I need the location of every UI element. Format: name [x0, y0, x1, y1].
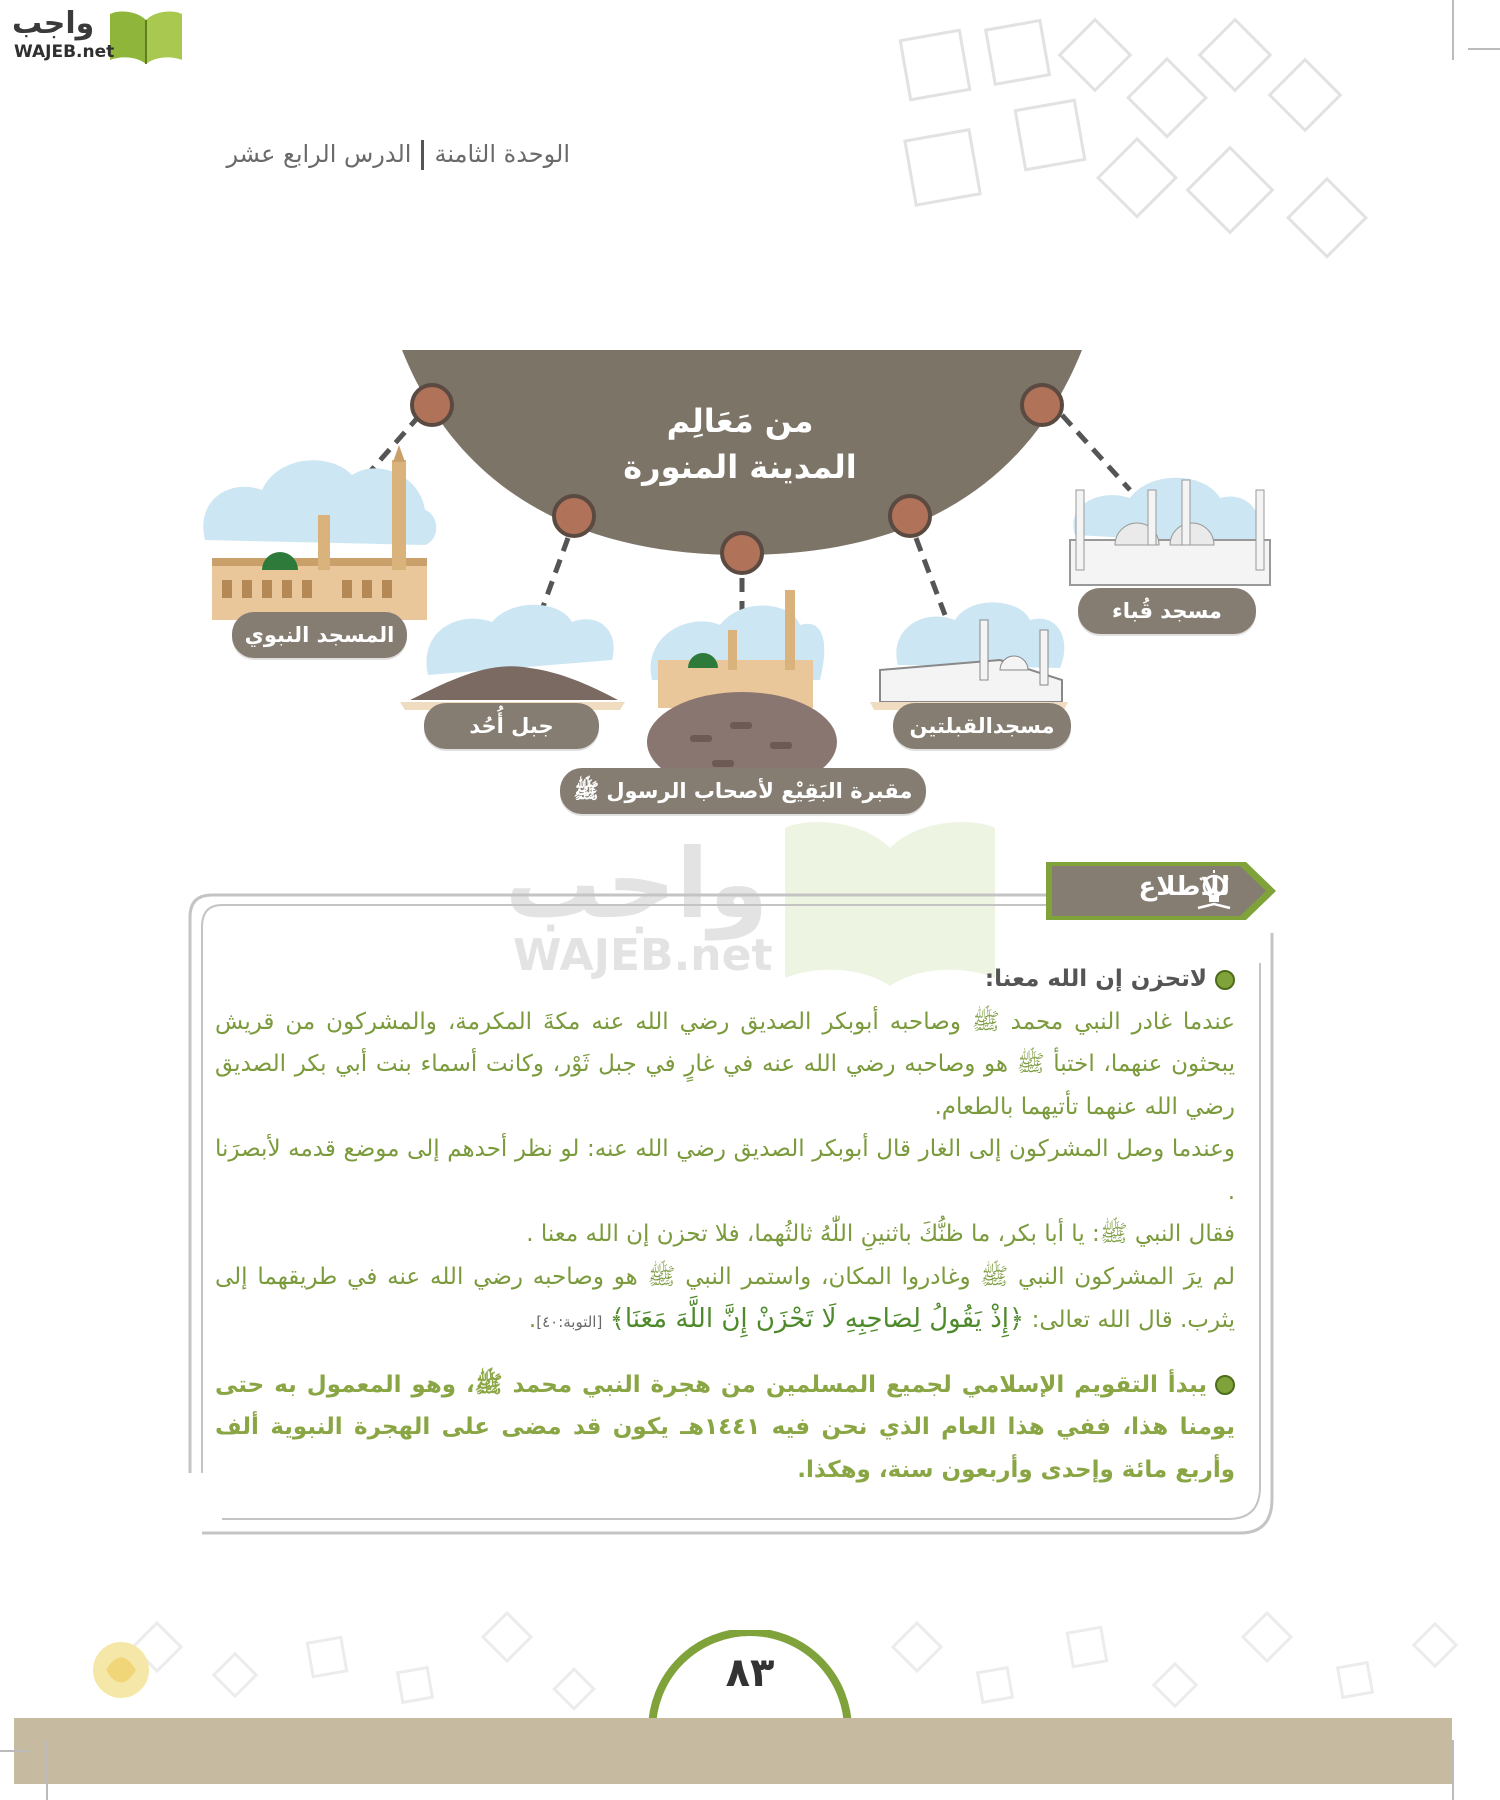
- baqi-cemetery-image: [647, 590, 837, 792]
- watermark-en: WAJEB.net: [513, 930, 773, 981]
- bullet-icon: [1215, 1375, 1235, 1395]
- verse-reference: [التوبة:٤٠]: [536, 1313, 603, 1331]
- quba-mosque-image: [1070, 478, 1270, 585]
- info-subhead-row: [215, 958, 1235, 1001]
- diagram-title-line2: المدينة المنورة: [623, 448, 857, 486]
- info-tab-label: للاطلاع: [1138, 872, 1230, 902]
- footer-band: [14, 1718, 1452, 1784]
- info-paragraph-4-text: لم يرَ المشركون النبي ﷺ وغادروا المكان، واستمر النبي ﷺ هو وصاحبه رضي الله عنه في طريقهما إلى يثرب. قال الله تعالى:: [215, 1263, 1235, 1333]
- brand-name-ar: واجب: [12, 6, 95, 41]
- diagram-title: [590, 398, 890, 490]
- info-paragraph-5-row: [215, 1364, 1235, 1492]
- info-paragraph-2: وعندما وصل المشركون إلى الغار قال أبوبكر الصديق رضي الله عنه: لو نظر أحدهم إلى موضع قدمه لأبصرَنا .: [215, 1136, 1235, 1205]
- crop-mark: [0, 1750, 30, 1752]
- qiblatain-mosque-image: [870, 602, 1068, 710]
- crop-mark: [46, 1740, 48, 1800]
- page-number: ٨٣: [725, 1650, 775, 1696]
- prophet-mosque-image: [203, 445, 436, 620]
- label-uhud: جبل أُحُد: [424, 703, 599, 749]
- info-paragraph-3: فقال النبي ﷺ: يا أبا بكر، ما ظنُّكَ باثنينِ اللّٰهُ ثالثُهما، فلا تحزن إن الله معنا .: [526, 1221, 1235, 1247]
- brand-name-en: WAJEB.net: [14, 42, 115, 62]
- label-baqi: مقبرة البَقِيْع لأصحاب الرسول ﷺ: [560, 768, 926, 814]
- info-content: [215, 958, 1235, 1491]
- bullet-icon: [1215, 970, 1235, 990]
- label-qiblatain: مسجدالقبلتين: [893, 703, 1071, 749]
- diagram-title-line1: من مَعَالِم: [666, 402, 814, 440]
- unit-label: الوحدة الثامنة: [434, 140, 570, 168]
- publisher-emblem-icon: [86, 1625, 156, 1705]
- watermark-ar: واجب: [505, 828, 769, 940]
- info-subhead: لاتحزن إن الله معنا:: [984, 966, 1207, 992]
- label-quba: مسجد قُباء: [1078, 588, 1256, 634]
- info-paragraph-1: عندما غادر النبي محمد ﷺ وصاحبه أبوبكر الصديق رضي الله عنه مكةَ المكرمة، والمشركون من قريش يبحثون عنهما، اختبأ ﷺ هو وصاحبه رضي الله عنه في غارٍ في جبل ثَوْر، وكانت أسماء بنت أبي بكر الصديق رضي الله عنهما تأتيهما بالطعام.: [215, 1008, 1235, 1120]
- crop-mark: [1452, 1740, 1454, 1800]
- quran-verse: ﴿إِذْ يَقُولُ لِصَاحِبِهِ لَا تَحْزَنْ إِنَّ اللَّهَ مَعَنَا﴾: [609, 1304, 1025, 1334]
- mount-uhud-image: [400, 605, 625, 710]
- info-paragraph-4: لم يرَ المشركون النبي ﷺ وغادروا المكان، واستمر النبي ﷺ هو وصاحبه رضي الله عنه في طريقهما إلى يثرب. قال الله تعالى: ﴿إِذْ يَقُولُ لِصَاحِبِهِ لَا تَحْزَنْ إِنَّ اللَّهَ مَعَنَا﴾ [التوبة:٤٠].: [215, 1263, 1235, 1334]
- info-paragraph-5: يبدأ التقويم الإسلامي لجميع المسلمين من هجرة النبي محمد ﷺ، وهو المعمول به حتى يومنا هذا، ففي هذا العام الذي نحن فيه ١٤٤١هـ يكون قد مضى على الهجرة النبوية ألف وأربع مائة وإحدى وأربعون سنة، وهكذا.: [215, 1371, 1235, 1483]
- label-prophet-mosque: المسجد النبوي: [232, 612, 407, 658]
- lesson-label: الدرس الرابع عشر: [226, 140, 412, 168]
